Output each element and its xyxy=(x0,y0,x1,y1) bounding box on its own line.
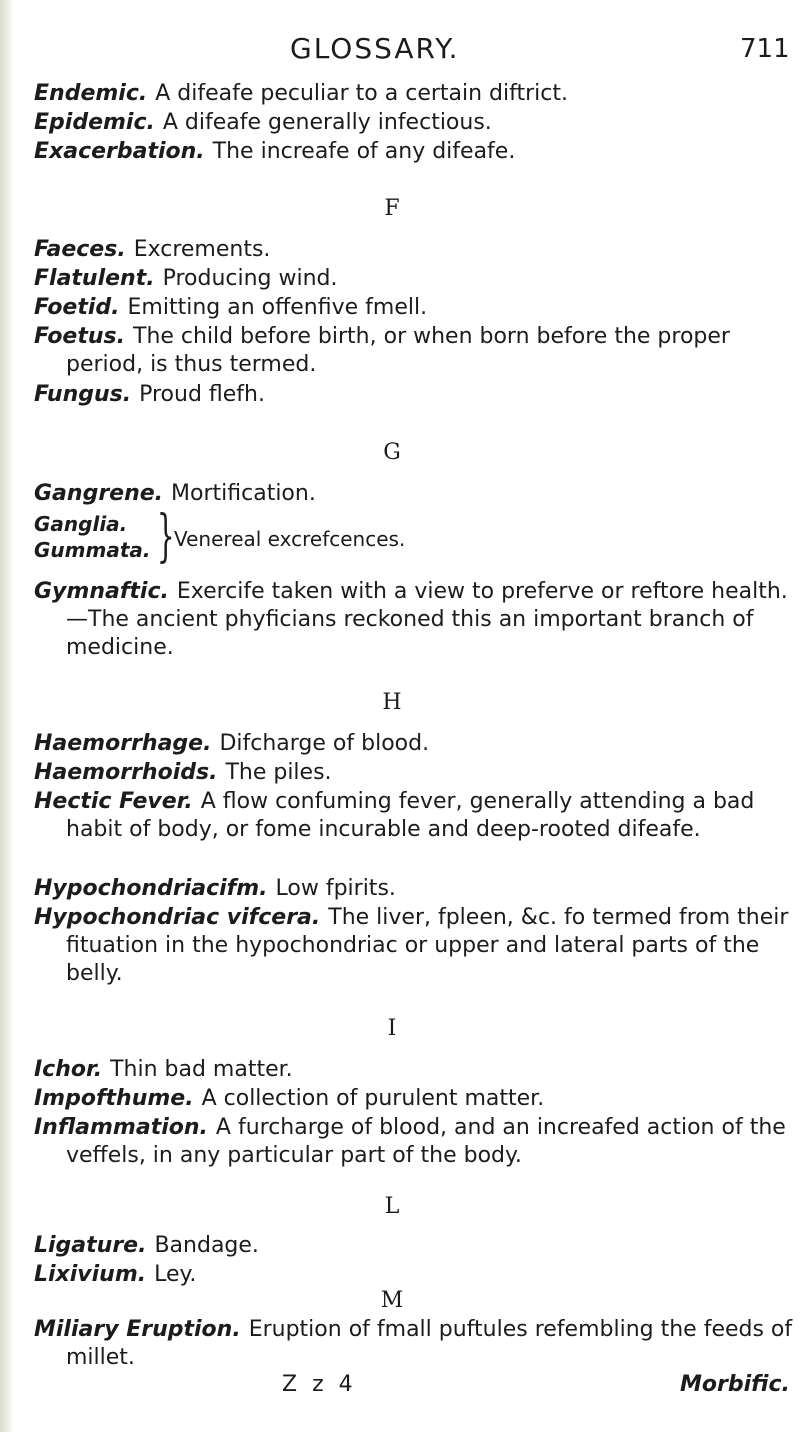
entry-term: Foetus. xyxy=(34,324,125,349)
entry-term: Gymnaftic. xyxy=(34,579,169,604)
page-header xyxy=(0,32,800,72)
glossary-entry xyxy=(34,265,800,293)
entry-term: Hypochondriacifm. xyxy=(34,876,268,901)
glossary-entry xyxy=(34,480,800,508)
glossary-entry xyxy=(34,80,800,108)
glossary-entry xyxy=(34,904,800,988)
entry-term: Fungus. xyxy=(34,382,132,407)
entry-definition: The piles. xyxy=(225,760,332,785)
entry-term: Haemorrhage. xyxy=(34,731,212,756)
entry-definition: Exercife taken with a view to preferve or reftore health.—The ancient phyficians reckoned this an important branch of medicine. xyxy=(66,579,788,660)
entry-term: Flatulent. xyxy=(34,266,155,291)
entry-term: Miliary Eruption. xyxy=(34,1317,241,1342)
entry-term: Haemorrhoids. xyxy=(34,760,218,785)
signature-mark: Z z 4 xyxy=(282,1372,357,1397)
glossary-entry xyxy=(34,788,800,844)
entry-term: Exacerbation. xyxy=(34,139,205,164)
entry-definition: Emitting an offenfive fmell. xyxy=(127,295,428,320)
entry-definition: A difeafe generally infectious. xyxy=(162,110,492,135)
entry-term: Hectic Fever. xyxy=(34,789,193,814)
entry-term: Hypochondriac vifcera. xyxy=(34,905,321,930)
entry-definition: Difcharge of blood. xyxy=(219,731,430,756)
entry-term: Lixivium. xyxy=(34,1262,147,1287)
section-letter-m: M xyxy=(380,1288,404,1313)
entry-definition: A difeafe peculiar to a certain diftrict. xyxy=(155,81,568,106)
curly-brace-icon: } xyxy=(156,504,175,569)
glossary-entry xyxy=(34,236,800,264)
glossary-entry xyxy=(34,138,800,166)
glossary-entry xyxy=(34,1085,800,1113)
entry-definition: Mortification. xyxy=(171,481,316,506)
page-edge-shadow xyxy=(0,0,14,1432)
entry-definition: The child before birth, or when born before the proper period, is thus termed. xyxy=(66,324,730,377)
entry-term: Faeces. xyxy=(34,237,126,262)
glossary-entry xyxy=(34,1056,800,1084)
entry-definition: The increafe of any difeafe. xyxy=(212,139,516,164)
entry-definition: A furcharge of blood, and an increafed action of the veffels, in any particular part of the body. xyxy=(66,1115,786,1168)
running-title: GLOSSARY. xyxy=(290,32,460,65)
glossary-entry xyxy=(34,1261,800,1289)
entry-term: Gangrene. xyxy=(34,481,164,506)
entry-definition: Ley. xyxy=(154,1262,197,1287)
glossary-entry xyxy=(34,730,800,758)
page-footer xyxy=(0,1372,800,1412)
glossary-entry xyxy=(34,578,800,662)
page-number: 711 xyxy=(740,34,790,64)
glossary-entry xyxy=(34,109,800,137)
entry-definition: Producing wind. xyxy=(162,266,338,291)
entry-definition: Bandage. xyxy=(154,1233,259,1258)
entry-term: Endemic. xyxy=(34,81,148,106)
entry-definition: A collection of purulent matter. xyxy=(201,1086,545,1111)
entry-term: Ligature. xyxy=(34,1233,147,1258)
glossary-entry xyxy=(34,759,800,787)
entry-term: Inflammation. xyxy=(34,1115,208,1140)
entry-definition: Venereal excrefcences. xyxy=(174,527,406,551)
brace-terms xyxy=(34,511,154,563)
entry-term: Gummata. xyxy=(34,538,151,562)
entry-term: Epidemic. xyxy=(34,110,155,135)
entry-definition: A flow confuming fever, generally attending a bad habit of body, or fome incurable and deep-rooted difeafe. xyxy=(66,789,755,842)
entry-definition: The liver, fpleen, &c. fo termed from their fituation in the hypochondriac or upper and lateral parts of the belly. xyxy=(66,905,789,986)
entry-term: Foetid. xyxy=(34,295,120,320)
glossary-entry xyxy=(34,323,800,379)
entry-definition: Thin bad matter. xyxy=(110,1057,293,1082)
section-letter-g: G xyxy=(383,440,401,465)
entry-definition: Excrements. xyxy=(133,237,271,262)
braced-entry-group xyxy=(34,504,774,573)
section-letter-f: F xyxy=(384,196,400,221)
entry-definition: Proud flefh. xyxy=(139,382,265,407)
glossary-entry xyxy=(34,1232,800,1260)
entry-definition: Eruption of fmall puftules refembling the feeds of millet. xyxy=(66,1317,793,1370)
glossary-entry xyxy=(34,294,800,322)
glossary-entry xyxy=(34,1316,800,1372)
glossary-entry xyxy=(34,381,800,409)
entry-term: Ganglia. xyxy=(34,512,128,536)
entry-term: Impofthume. xyxy=(34,1086,194,1111)
section-letter-l: L xyxy=(384,1194,400,1219)
section-letter-h: H xyxy=(382,690,402,715)
glossary-entry xyxy=(34,875,800,903)
entry-definition: Low fpirits. xyxy=(275,876,396,901)
catchword: Morbific. xyxy=(680,1372,790,1397)
entry-term: Ichor. xyxy=(34,1057,103,1082)
section-letter-i: I xyxy=(387,1016,397,1041)
glossary-entry xyxy=(34,1114,800,1170)
